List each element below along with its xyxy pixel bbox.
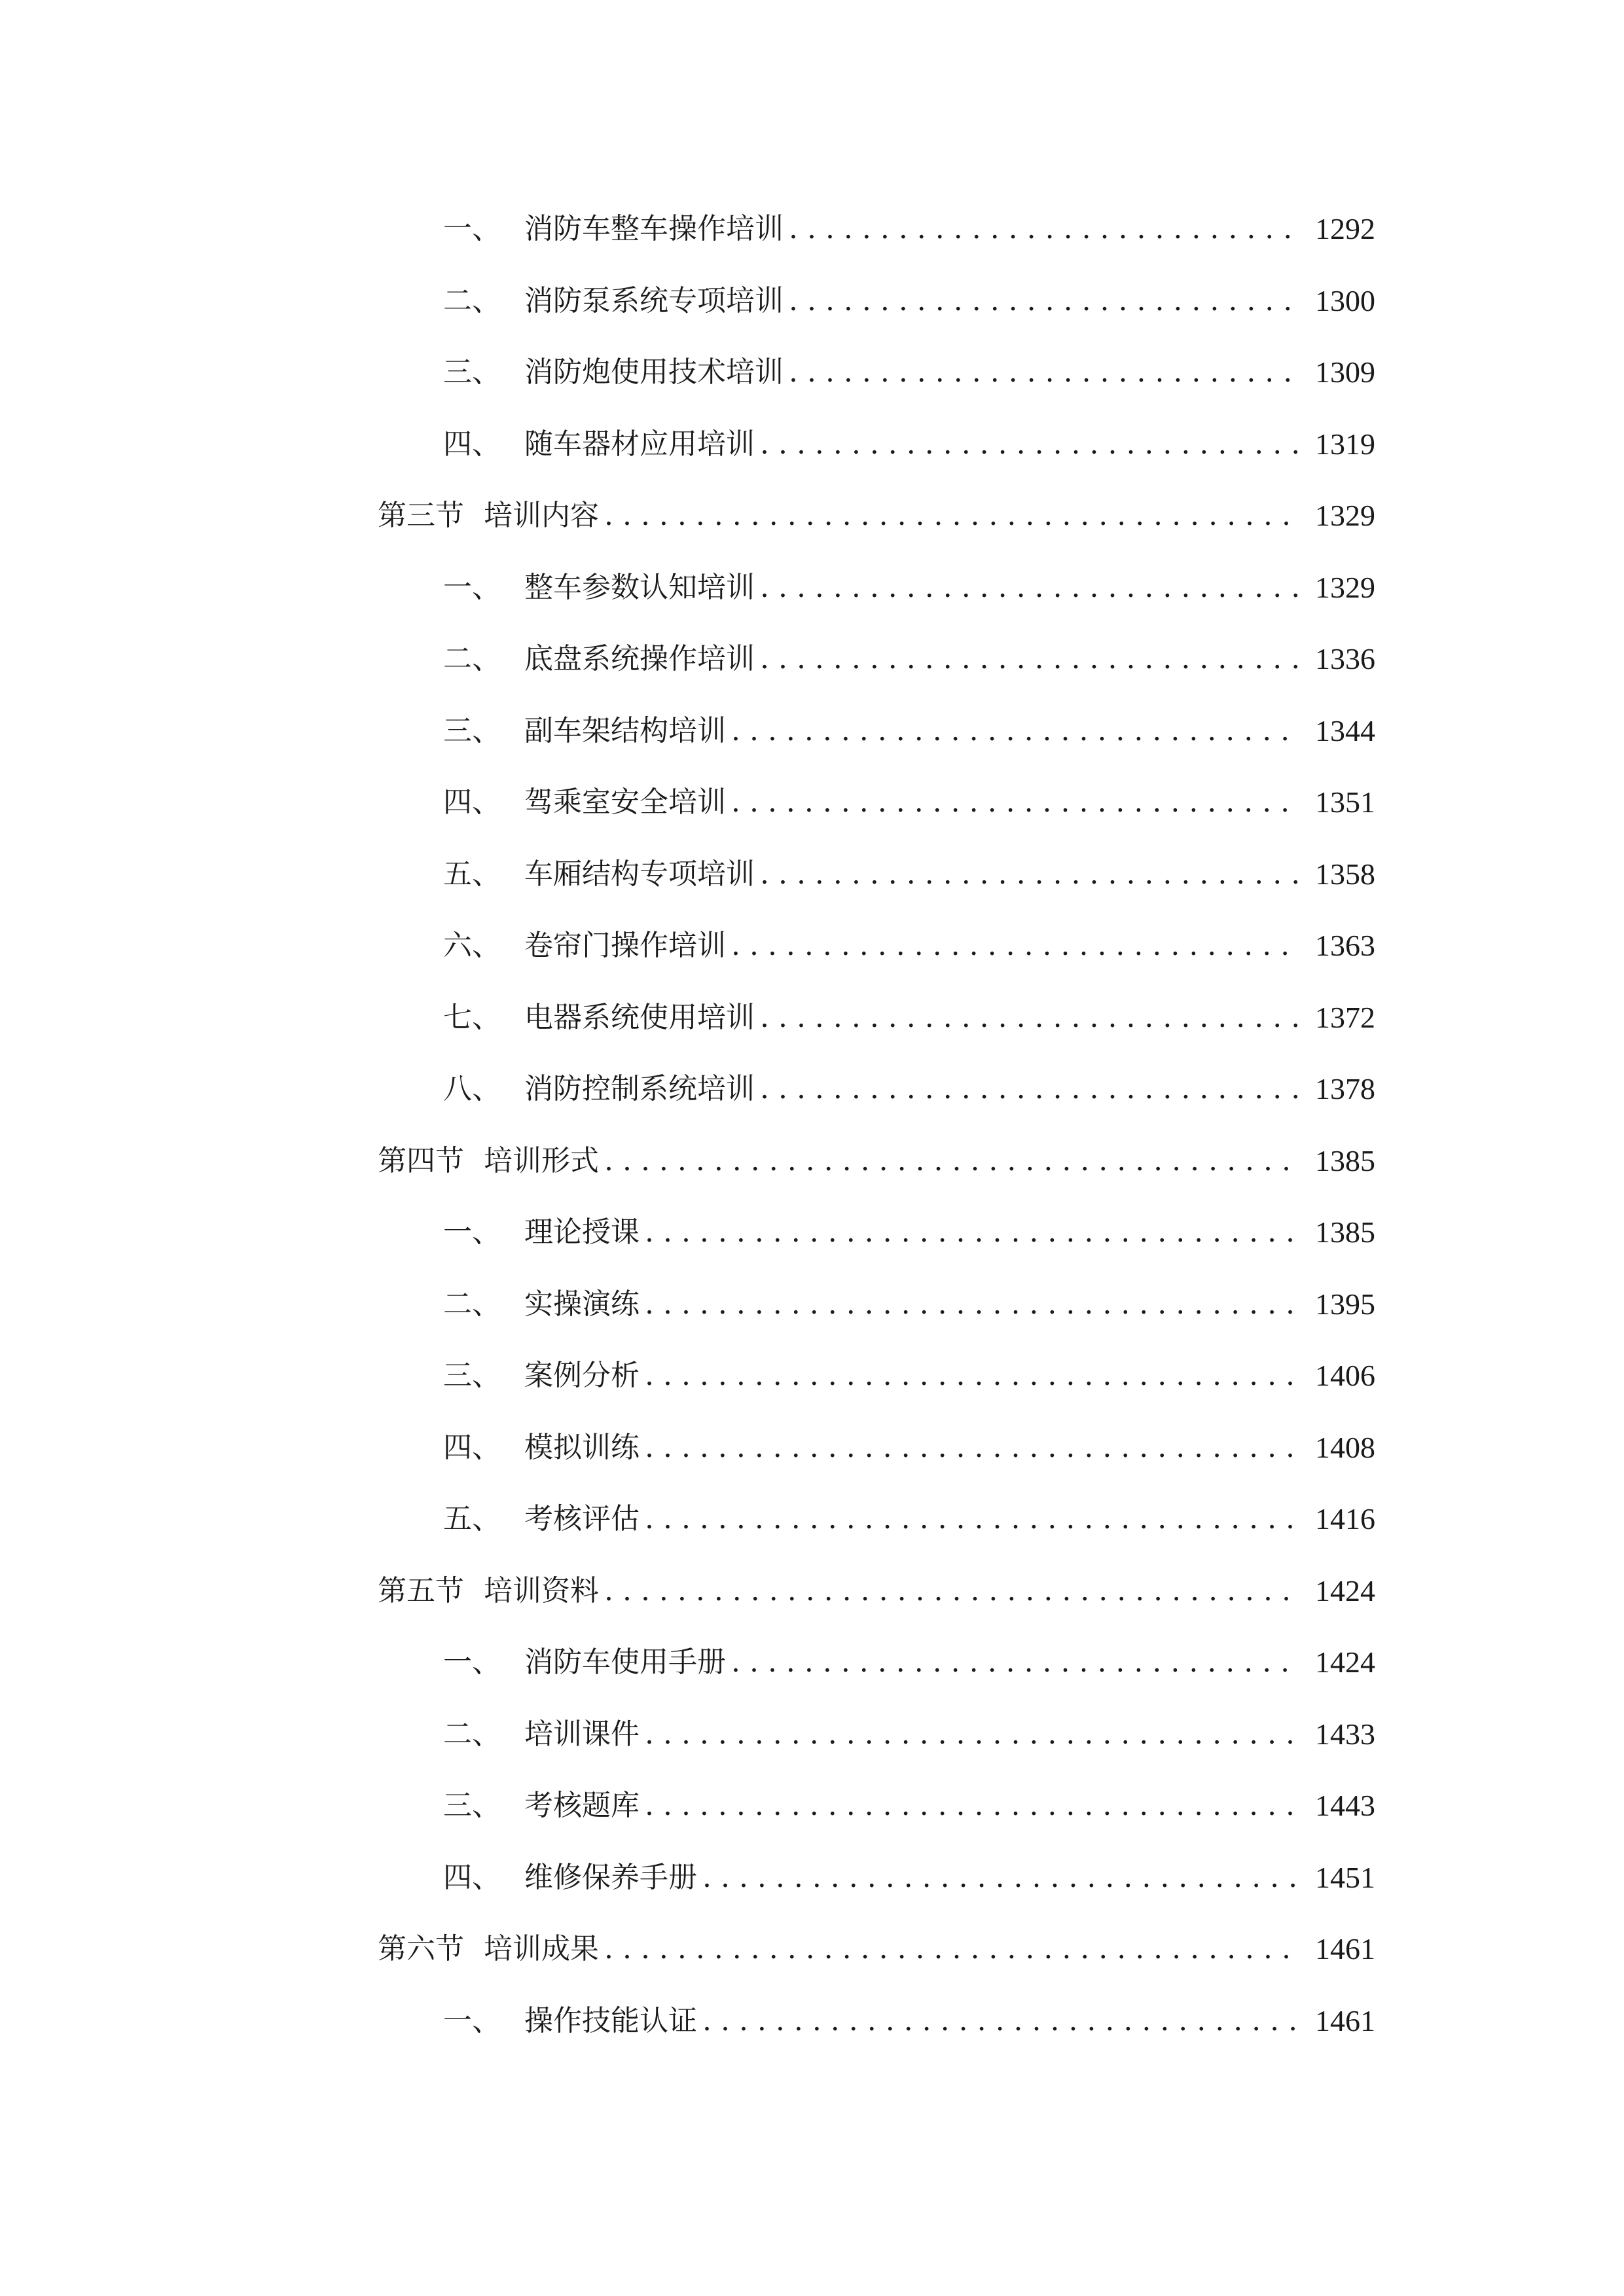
toc-entry[interactable]	[443, 346, 1375, 399]
toc-section-entry[interactable]	[378, 1923, 1375, 1975]
toc-entry[interactable]	[443, 203, 1375, 255]
dot-leader	[760, 1063, 1301, 1115]
toc-entry[interactable]	[443, 1995, 1375, 2047]
toc-entry-title: 驾乘室安全培训	[524, 785, 726, 819]
toc-entry-number: 三、	[443, 1359, 501, 1392]
toc-entry-number: 二、	[443, 1717, 501, 1751]
dot-leader	[731, 776, 1301, 829]
toc-entry-page: 1443	[1315, 1789, 1375, 1822]
toc-section-number: 第五节	[378, 1574, 464, 1607]
dot-leader	[604, 1565, 1301, 1617]
toc-entry[interactable]	[443, 1493, 1375, 1545]
toc-entry-title: 消防车整车操作培训	[524, 212, 784, 245]
toc-section-number: 第六节	[378, 1932, 464, 1965]
toc-entry-title: 电器系统使用培训	[524, 1001, 755, 1034]
dot-leader	[645, 1350, 1301, 1402]
toc-entry[interactable]	[443, 562, 1375, 614]
toc-entry[interactable]	[443, 1780, 1375, 1832]
toc-entry-page: 1385	[1315, 1215, 1375, 1249]
toc-entry-title: 理论授课	[524, 1215, 640, 1249]
toc-entry-number: 一、	[443, 212, 501, 245]
toc-entry-number: 四、	[443, 1431, 501, 1464]
toc-entry[interactable]	[443, 633, 1375, 685]
dot-leader	[789, 203, 1301, 255]
toc-entry-number: 四、	[443, 785, 501, 819]
dot-leader	[760, 633, 1301, 685]
toc-entry-page: 1461	[1315, 1932, 1375, 1965]
toc-entry-number: 三、	[443, 1789, 501, 1822]
dot-leader	[731, 705, 1301, 757]
toc-entry-number: 六、	[443, 929, 501, 962]
toc-entry-title: 维修保养手册	[524, 1861, 697, 1894]
toc-entry-page: 1319	[1315, 427, 1375, 461]
toc-section-number: 第三节	[378, 499, 464, 532]
dot-leader	[731, 1636, 1301, 1689]
toc-entry-title: 培训成果	[484, 1932, 599, 1965]
toc-entry-title: 培训形式	[484, 1144, 599, 1177]
toc-entry-number: 五、	[443, 1502, 501, 1535]
toc-entry-page: 1424	[1315, 1574, 1375, 1607]
toc-entry-title: 随车器材应用培训	[524, 427, 755, 461]
toc-entry-number: 一、	[443, 571, 501, 604]
toc-entry-title: 培训内容	[484, 499, 599, 532]
toc-entry-page: 1451	[1315, 1861, 1375, 1894]
dot-leader	[789, 275, 1301, 327]
toc-entry-number: 七、	[443, 1001, 501, 1034]
toc-entry-title: 案例分析	[524, 1359, 640, 1392]
dot-leader	[760, 992, 1301, 1044]
toc-entry-page: 1406	[1315, 1359, 1375, 1392]
toc-entry-page: 1372	[1315, 1001, 1375, 1034]
toc-entry-title: 副车架结构培训	[524, 714, 726, 747]
toc-section-number: 第四节	[378, 1144, 464, 1177]
toc-entry-title: 培训课件	[524, 1717, 640, 1751]
toc-entry-page: 1416	[1315, 1502, 1375, 1535]
toc-entry-page: 1408	[1315, 1431, 1375, 1464]
toc-entry-number: 一、	[443, 2004, 501, 2037]
toc-entry[interactable]	[443, 920, 1375, 972]
dot-leader	[760, 848, 1301, 901]
dot-leader	[789, 346, 1301, 399]
toc-entry-title: 实操演练	[524, 1287, 640, 1321]
toc-entry-title: 消防泵系统专项培训	[524, 284, 784, 317]
dot-leader	[604, 1135, 1301, 1187]
toc-entry-title: 车厢结构专项培训	[524, 857, 755, 891]
toc-entry-number: 四、	[443, 1861, 501, 1894]
toc-entry[interactable]	[443, 1350, 1375, 1402]
toc-entry-page: 1300	[1315, 284, 1375, 317]
toc-entry-number: 五、	[443, 857, 501, 891]
toc-entry-page: 1329	[1315, 499, 1375, 532]
toc-section-entry[interactable]	[378, 1135, 1375, 1187]
toc-entry-page: 1378	[1315, 1072, 1375, 1105]
toc-entry-number: 二、	[443, 1287, 501, 1321]
toc-entry-number: 一、	[443, 1215, 501, 1249]
dot-leader	[604, 490, 1301, 542]
dot-leader	[645, 1206, 1301, 1259]
dot-leader	[760, 418, 1301, 471]
toc-entry-page: 1385	[1315, 1144, 1375, 1177]
toc-entry-page: 1363	[1315, 929, 1375, 962]
toc-entry-number: 三、	[443, 355, 501, 389]
dot-leader	[645, 1780, 1301, 1832]
dot-leader	[645, 1708, 1301, 1761]
toc-entry[interactable]	[443, 992, 1375, 1044]
toc-entry[interactable]	[443, 418, 1375, 471]
toc-section-entry[interactable]	[378, 490, 1375, 542]
toc-entry-page: 1358	[1315, 857, 1375, 891]
toc-entry[interactable]	[443, 1852, 1375, 1904]
toc-entry-title: 卷帘门操作培训	[524, 929, 726, 962]
toc-entry[interactable]	[443, 1278, 1375, 1331]
toc-entry[interactable]	[443, 1206, 1375, 1259]
dot-leader	[731, 920, 1301, 972]
toc-entry-number: 一、	[443, 1645, 501, 1679]
toc-entry-number: 二、	[443, 642, 501, 675]
toc-entry-title: 考核题库	[524, 1789, 640, 1822]
toc-entry[interactable]	[443, 1063, 1375, 1115]
dot-leader	[702, 1852, 1301, 1904]
toc-entry[interactable]	[443, 1422, 1375, 1474]
toc-entry-page: 1351	[1315, 785, 1375, 819]
toc-entry-page: 1433	[1315, 1717, 1375, 1751]
toc-entry-title: 培训资料	[484, 1574, 599, 1607]
toc-entry-title: 操作技能认证	[524, 2004, 697, 2037]
toc-entry-page: 1292	[1315, 212, 1375, 245]
dot-leader	[645, 1422, 1301, 1474]
toc-entry-number: 三、	[443, 714, 501, 747]
toc-entry-page: 1461	[1315, 2004, 1375, 2037]
toc-entry-title: 消防控制系统培训	[524, 1072, 755, 1105]
toc-entry-page: 1344	[1315, 714, 1375, 747]
dot-leader	[645, 1493, 1301, 1545]
dot-leader	[604, 1923, 1301, 1975]
toc-entry-number: 四、	[443, 427, 501, 461]
toc-entry-title: 考核评估	[524, 1502, 640, 1535]
dot-leader	[645, 1278, 1301, 1331]
toc-entry[interactable]	[443, 705, 1375, 757]
toc-entry[interactable]	[443, 275, 1375, 327]
toc-entry[interactable]	[443, 1708, 1375, 1761]
toc-entry-title: 消防车使用手册	[524, 1645, 726, 1679]
toc-entry-title: 模拟训练	[524, 1431, 640, 1464]
dot-leader	[760, 562, 1301, 614]
toc-entry-page: 1424	[1315, 1645, 1375, 1679]
toc-entry[interactable]	[443, 776, 1375, 829]
toc-entry-page: 1395	[1315, 1287, 1375, 1321]
toc-entry-title: 底盘系统操作培训	[524, 642, 755, 675]
toc-entry-title: 整车参数认知培训	[524, 571, 755, 604]
dot-leader	[702, 1995, 1301, 2047]
toc-entry[interactable]	[443, 848, 1375, 901]
toc-entry-page: 1309	[1315, 355, 1375, 389]
toc-section-entry[interactable]	[378, 1565, 1375, 1617]
toc-entry-title: 消防炮使用技术培训	[524, 355, 784, 389]
toc-entry[interactable]	[443, 1636, 1375, 1689]
toc-entry-page: 1336	[1315, 642, 1375, 675]
toc-entry-number: 八、	[443, 1072, 501, 1105]
toc-entry-page: 1329	[1315, 571, 1375, 604]
toc-entry-number: 二、	[443, 284, 501, 317]
